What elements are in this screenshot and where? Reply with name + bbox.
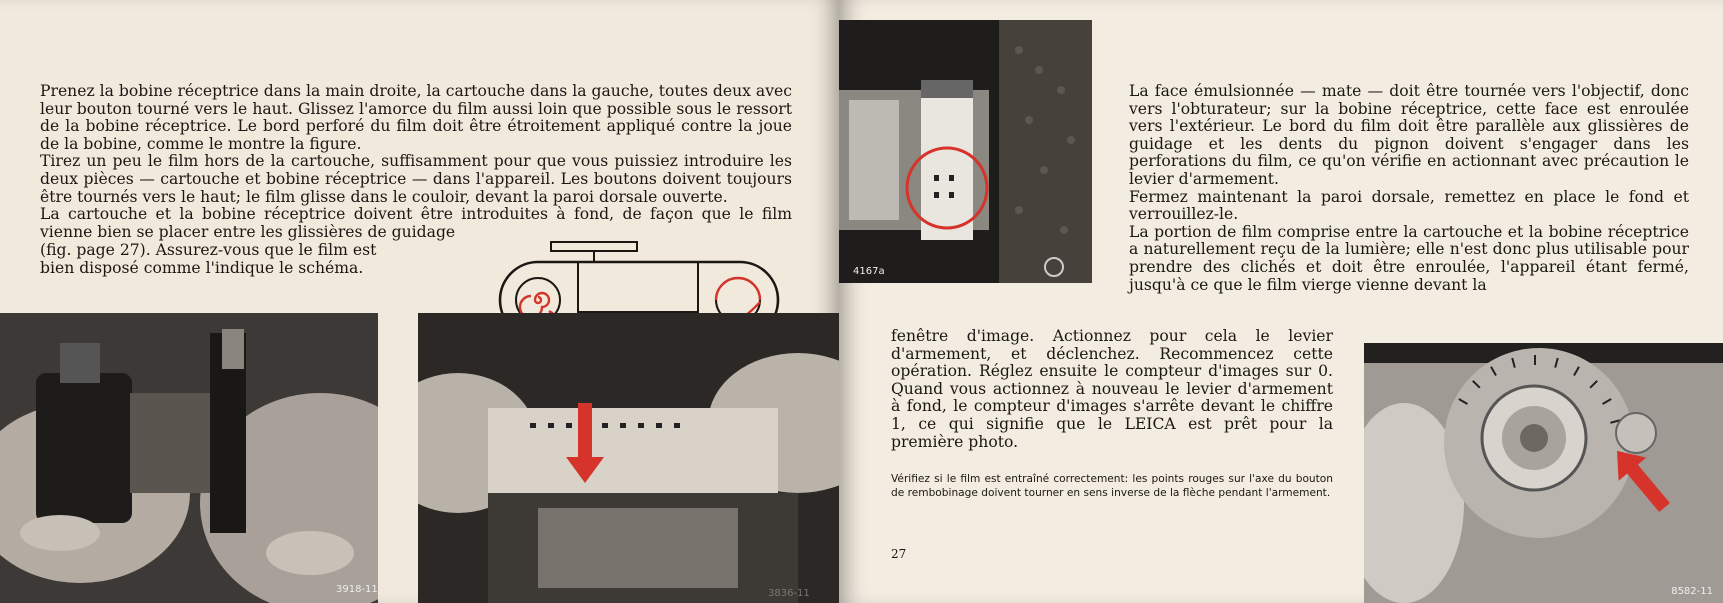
photo-frame-counter bbox=[1364, 343, 1723, 603]
right-paragraph-1: La face émulsionnée — mate — doit être tournée vers l'objectif, donc vers l'obturateur; sur la bobine réceptrice, cette face est enroulée vers l'extérieur. Le bord du film doit être parallèle aux glissières de guidage et les dents du pignon doivent s'engager dans les perforations du film, ce qu'on vérifie en actionnant avec précaution le levier d'armement. bbox=[1129, 82, 1689, 188]
right-paragraph-3-cont: fenêtre d'image. Actionnez pour cela le levier d'armement, et déclenchez. Recommencez cette opération. Réglez ensuite le compteur d'images sur 0. Quand vous actionnez à nouveau le levier d'armement à fond, le compteur d'images s'arrête devant le chiffre 1, ce qui signifie que le LEICA est prêt pour la première photo. bbox=[891, 327, 1333, 451]
frame-counter-illustration bbox=[1364, 343, 1723, 603]
spool-in-camera-illustration bbox=[839, 20, 1092, 283]
right-page bbox=[839, 0, 1723, 603]
loading-film-illustration bbox=[418, 313, 839, 603]
left-paragraph-3: La cartouche et la bobine réceptrice doivent être introduites à fond, de façon que le film vienne bien se placer entre les glissières de guidage bbox=[40, 205, 792, 241]
left-paragraph-1: Prenez la bobine réceptrice dans la main droite, la cartouche dans la gauche, toutes deux avec leur bouton tourné vers le haut. Glissez l'amorce du film aussi loin que possible sous le ressort de la bobine réceptrice. Le bord perforé du film doit être étroitement appliqué contre la joue de la bobine, comme le montre la figure. bbox=[40, 82, 792, 153]
photo-spool-in-camera bbox=[839, 20, 1092, 283]
photo-2-code: 3836-11 bbox=[768, 588, 810, 599]
right-note: Vérifiez si le film est entraîné correctement: les points rouges sur l'axe du bouton de rembobinage doivent tourner en sens inverse de la flèche pendant l'armement. bbox=[891, 473, 1333, 499]
photo-loading-film bbox=[418, 313, 839, 603]
photo-top-code: 4167a bbox=[853, 266, 885, 277]
photo-1-code: 3918-11 bbox=[336, 584, 378, 595]
photo-counter-code: 8582-11 bbox=[1671, 586, 1713, 597]
right-paragraph-3: La portion de film comprise entre la cartouche et la bobine réceptrice a naturellement reçu de la lumière; elle n'est donc plus utilisable pour prendre des clichés et doit être enroulée, l'appareil étant fermé, jusqu'à ce que le film vierge vienne devant la bbox=[1129, 222, 1689, 294]
page-number: 27 bbox=[891, 547, 907, 561]
left-page bbox=[0, 0, 839, 603]
left-paragraph-3-cont: (fig. page 27). Assurez-vous que le film est bien disposé comme l'indique le schéma. bbox=[40, 241, 377, 277]
right-paragraph-2: Fermez maintenant la paroi dorsale, remettez en place le fond et verrouillez-le. bbox=[1129, 187, 1689, 224]
left-text-block bbox=[40, 83, 792, 241]
right-text-block bbox=[1129, 83, 1689, 294]
hands-spool-illustration bbox=[0, 313, 378, 603]
left-paragraph-2: Tirez un peu le film hors de la cartouche, suffisamment pour que vous puissiez introduire les deux pièces — cartouche et bobine réceptrice — dans l'appareil. Les boutons doivent toujours être tournés vers le haut; le film glisse dans le couloir, devant la paroi dorsale ouverte. bbox=[40, 152, 792, 206]
photo-hands-spool bbox=[0, 313, 378, 603]
